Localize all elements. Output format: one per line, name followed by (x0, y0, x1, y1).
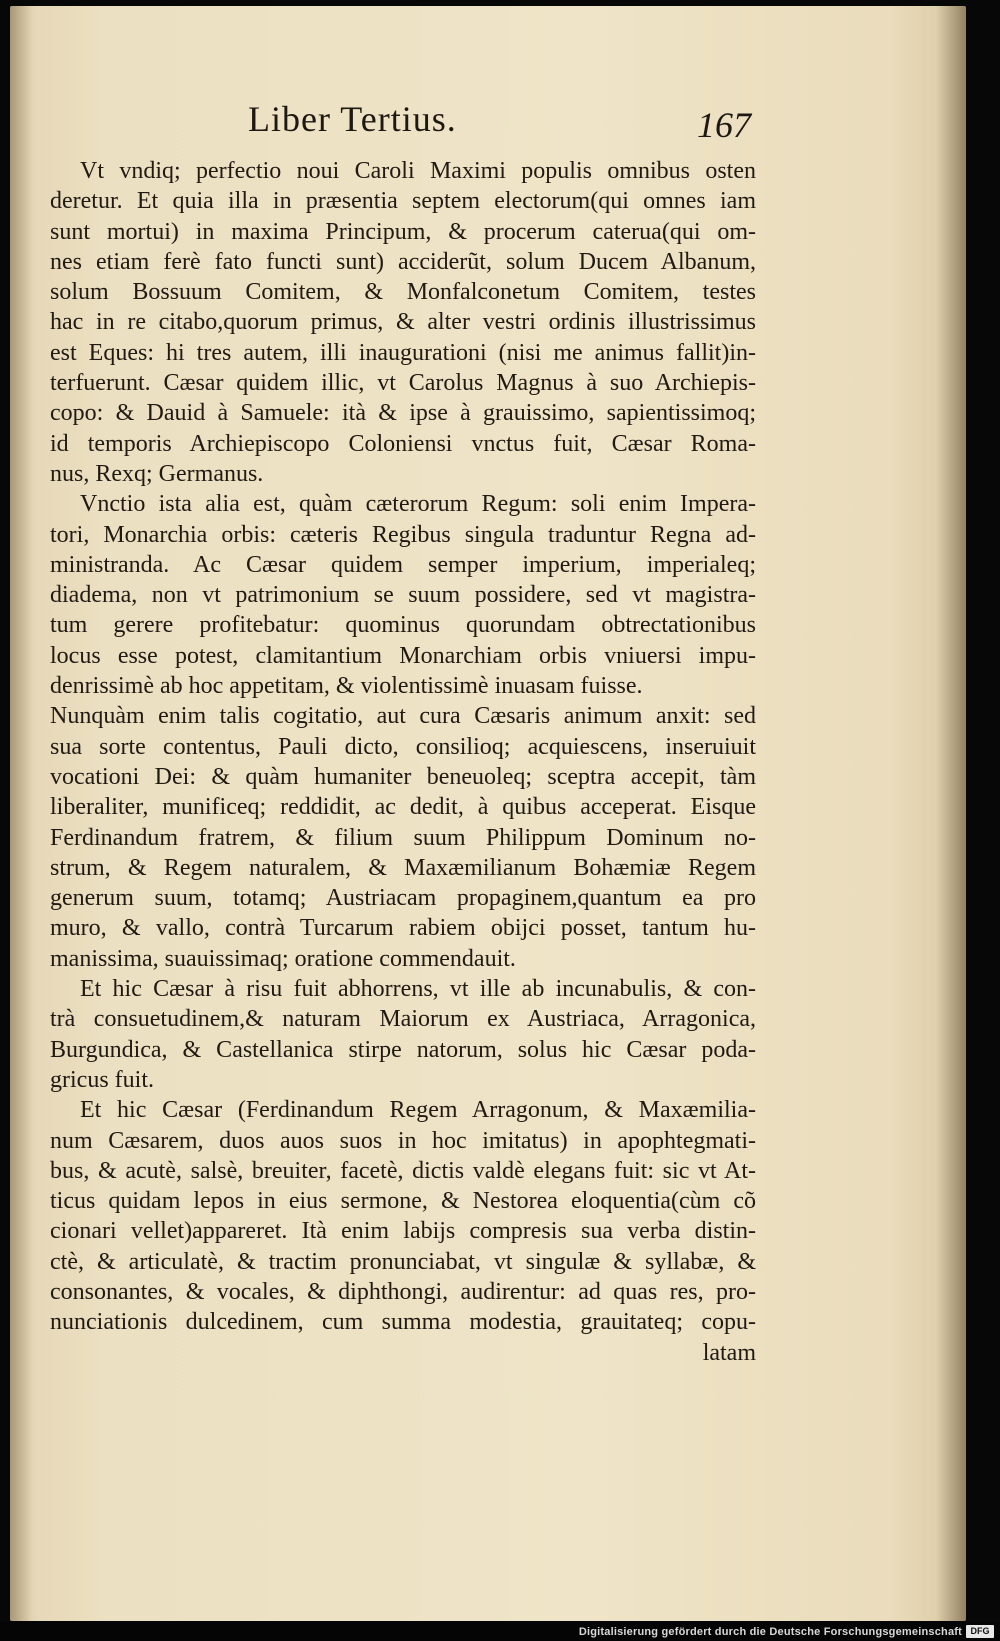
text-line: denrissimè ab hoc appetitam, & violentissimè inuasam fuisse. (50, 673, 643, 700)
text-line: strum, & Regem naturalem, & Maxæmilianum Bohæmiæ Regem (50, 854, 756, 881)
text-line: Nunquàm enim talis cogitatio, aut cura Cæsaris animum anxit: sed (50, 703, 756, 730)
text-line: generum suum, totamq; Austriacam propaginem,quantum ea pro (50, 885, 756, 912)
text-line: muro, & vallo, contrà Turcarum rabiem obijci posset, tantum hu- (50, 915, 756, 942)
catchword: latam (702, 1339, 756, 1366)
text-line: sunt mortui) in maxima Principum, & procerum caterua(qui om- (50, 218, 756, 245)
text-line: diadema, non vt patrimonium se suum possidere, sed vt magistra- (50, 582, 756, 609)
text-line: nus, Rexq; Germanus. (50, 460, 264, 487)
text-line: manissima, suauissimaq; oratione commendauit. (50, 945, 516, 972)
book-page (10, 6, 966, 1621)
body-text (50, 156, 756, 1368)
text-line: num Cæsarem, duos auos suos in hoc imitatus) in apophtegmati- (50, 1127, 756, 1154)
text-line: Vt vndiq; perfectio noui Caroli Maximi populis omnibus osten (80, 158, 756, 184)
text-line: id temporis Archiepiscopo Coloniensi vnctus fuit, Cæsar Roma- (50, 430, 756, 457)
text-line: vocationi Dei: & quàm humaniter beneuoleq; sceptra accepit, tàm (50, 763, 756, 790)
text-line: Et hic Cæsar (Ferdinandum Regem Arragonum, & Maxæmilia- (80, 1097, 756, 1124)
text-line: Burgundica, & Castellanica stirpe natorum, solus hic Cæsar poda- (50, 1036, 756, 1063)
text-line: solum Bossuum Comitem, & Monfalconetum Comitem, testes (50, 279, 756, 306)
text-line: nes etiam ferè fato functi sunt) acciderũt, solum Ducem Albanum, (50, 248, 756, 275)
text-line: trà consuetudinem,& naturam Maiorum ex Austriaca, Arragonica, (50, 1006, 756, 1033)
text-line: ctè, & articulatè, & tractim pronunciabat, vt singulæ & syllabæ, & (50, 1248, 756, 1275)
text-line: gricus fuit. (50, 1066, 154, 1093)
text-line: deretur. Et quia illa in præsentia septem electorum(qui omnes iam (50, 188, 756, 215)
text-line: ministranda. Ac Cæsar quidem semper imperium, imperialeq; (50, 551, 756, 578)
text-line: tori, Monarchia orbis: cæteris Regibus singula traduntur Regna ad- (50, 521, 756, 548)
text-line: tum gerere profitebatur: quominus quorundam obtrectationibus (50, 612, 756, 639)
text-line: hac in re citabo,quorum primus, & alter vestri ordinis illustrissimus (50, 309, 756, 336)
text-line: copo: & Dauid à Samuele: ità & ipse à grauissimo, sapientissimoq; (50, 400, 756, 427)
text-line: liberaliter, munificeq; reddidit, ac dedit, à quibus acceperat. Eisque (50, 794, 756, 821)
text-line: sua sorte contentus, Pauli dicto, consilioq; acquiescens, inseruiuit (50, 733, 756, 760)
text-line: est Eques: hi tres autem, illi inaugurationi (nisi me animus fallit)in- (50, 339, 756, 366)
funding-credit: Digitalisierung gefördert durch die Deutsche Forschungsgemeinschaft (578, 1626, 962, 1638)
text-line: consonantes, & vocales, & diphthongi, audirentur: ad quas res, pro- (50, 1278, 756, 1305)
text-line: Et hic Cæsar à risu fuit abhorrens, vt ille ab incunabulis, & con- (80, 976, 756, 1003)
dfg-logo-icon: DFG (966, 1625, 994, 1638)
text-line: cionari vellet)appareret. Ità enim labijs compresis sua verba distin- (50, 1218, 756, 1245)
footer-bar (0, 1621, 1000, 1641)
text-line: Ferdinandum fratrem, & filium suum Philippum Dominum no- (50, 824, 756, 851)
text-line: nunciationis dulcedinem, cum summa modestia, grauitateq; copu- (50, 1309, 756, 1336)
text-line: locus esse potest, clamitantium Monarchiam orbis vniuersi impu- (50, 642, 756, 669)
page-header (10, 98, 966, 154)
page-number: 167 (697, 105, 751, 145)
text-line: Vnctio ista alia est, quàm cæterorum Regum: soli enim Impera- (80, 491, 756, 518)
text-line: ticus quidam lepos in eius sermone, & Nestorea eloquentia(cùm cõ (50, 1188, 756, 1215)
text-line: bus, & acutè, salsè, breuiter, facetè, dictis valdè elegans fuit: sic vt At- (50, 1157, 756, 1184)
running-title: Liber Tertius. (248, 99, 457, 139)
text-line: terfuerunt. Cæsar quidem illic, vt Carolus Magnus à suo Archiepis- (50, 370, 756, 397)
